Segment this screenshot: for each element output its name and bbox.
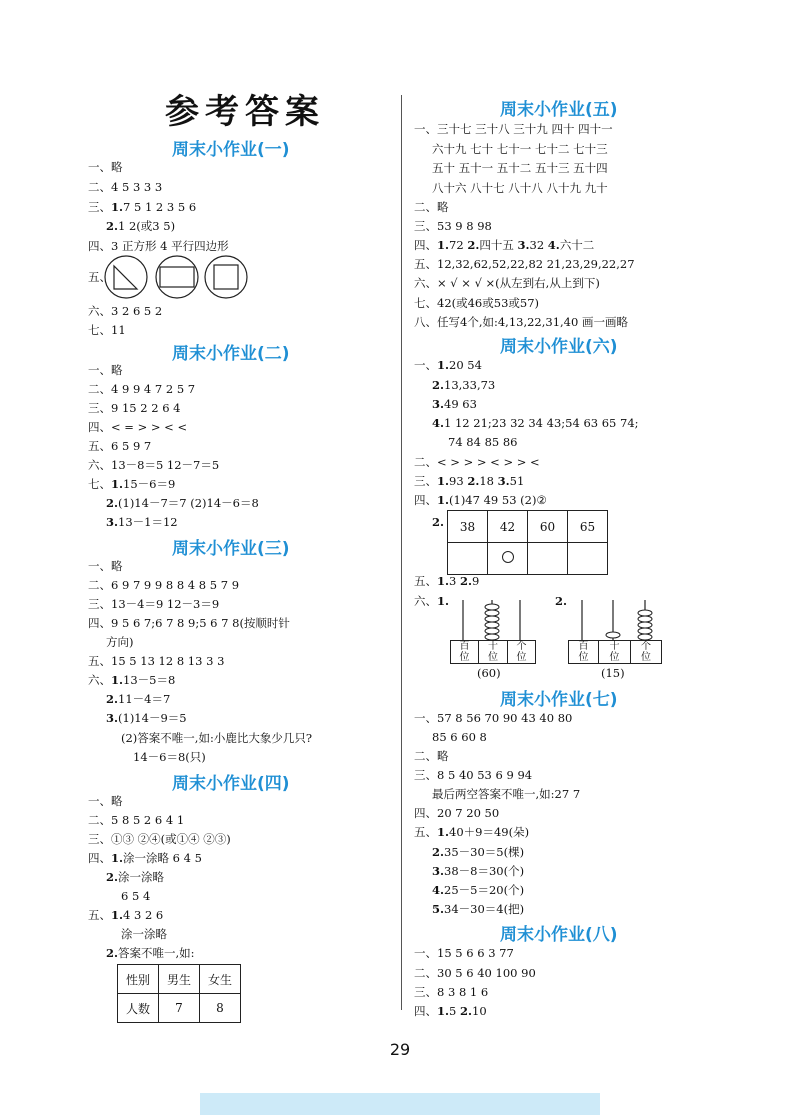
answer-line: (2)答案不唯一,如:小鹿比大象少几只? xyxy=(121,731,312,745)
answer-line: 八十六 八十七 八十八 八十九 九十 xyxy=(432,181,608,195)
answer-line: 涂一涂略 xyxy=(121,927,167,941)
answer-line: 2. xyxy=(555,594,568,608)
answer-line: 五十 五十一 五十二 五十三 五十四 xyxy=(432,161,608,175)
answer-line: 五、 xyxy=(88,270,111,284)
answer-line: 2.1 2(或3 5) xyxy=(106,219,176,233)
section-heading-7: 周末小作业(七) xyxy=(500,690,618,710)
answer-line: 二、< > > > < > > < xyxy=(414,455,540,469)
circle-triangle-icon xyxy=(105,256,147,298)
place-label: 十 位 xyxy=(479,641,508,663)
table-cell: 60 xyxy=(528,511,568,543)
column-divider xyxy=(401,95,402,1010)
number-table xyxy=(447,510,608,575)
answer-line: 四、20 7 20 50 xyxy=(414,806,500,820)
table-cell: 7 xyxy=(159,994,200,1023)
answer-line: 七、42(或46或53或57) xyxy=(414,296,540,310)
answer-line: 二、30 5 6 40 100 90 xyxy=(414,966,536,980)
table-cell: 男生 xyxy=(159,965,200,994)
page-number: 29 xyxy=(389,1040,411,1059)
page-title: 参考答案 xyxy=(165,92,325,132)
answer-line: 三、8 3 8 1 6 xyxy=(414,985,489,999)
table-row xyxy=(448,511,608,543)
abacus-answer: (60) xyxy=(477,666,501,680)
answer-line: 二、略 xyxy=(414,200,449,214)
answer-line: 三、9 15 2 2 6 4 xyxy=(88,401,181,415)
abacus-1-labels xyxy=(450,640,536,664)
answer-line: 一、略 xyxy=(88,559,123,573)
section-heading-8: 周末小作业(八) xyxy=(500,925,618,945)
table-cell: 性别 xyxy=(118,965,159,994)
answer-line: 三、53 9 8 98 xyxy=(414,219,492,233)
abacus-2 xyxy=(568,600,663,680)
answer-line: 一、15 5 6 6 3 77 xyxy=(414,946,514,960)
table-cell xyxy=(488,543,528,575)
answer-line: 三、8 5 40 53 6 9 94 xyxy=(414,768,533,782)
shapes-figure xyxy=(104,254,249,300)
answer-line: 四、1.5 2.10 xyxy=(414,1004,487,1018)
answer-line: 四、3 正方形 4 平行四边形 xyxy=(88,239,229,253)
answer-line: 五、12,32,62,52,22,82 21,23,29,22,27 xyxy=(414,257,635,271)
answer-line: 三、1.93 2.18 3.51 xyxy=(414,474,525,488)
section-heading-3: 周末小作业(三) xyxy=(172,539,290,559)
answer-line: 二、略 xyxy=(414,749,449,763)
answer-line: 5.34－30＝4(把) xyxy=(432,902,525,916)
answer-line: 四、1.涂一涂略 6 4 5 xyxy=(88,851,202,865)
answer-line: 一、略 xyxy=(88,794,123,808)
table-cell: 65 xyxy=(568,511,608,543)
answer-line: 二、4 9 9 4 7 2 5 7 xyxy=(88,382,196,396)
table-cell: 8 xyxy=(200,994,241,1023)
answer-line: 七、11 xyxy=(88,323,126,337)
table-cell xyxy=(568,543,608,575)
table-row xyxy=(118,994,241,1023)
answer-line: 4.1 12 21;23 32 34 43;54 63 65 74; xyxy=(432,416,639,430)
answer-line: 三、1.7 5 1 2 3 5 6 xyxy=(88,200,197,214)
circle-square-icon xyxy=(205,256,247,298)
answer-line: 一、1.20 54 xyxy=(414,358,482,372)
answer-line: 一、三十七 三十八 三十九 四十 四十一 xyxy=(414,122,613,136)
abacus-answer: (15) xyxy=(601,666,625,680)
answer-line: 2.涂一涂略 xyxy=(106,870,165,884)
section-heading-5: 周末小作业(五) xyxy=(500,100,618,120)
answer-line: 方向) xyxy=(106,635,134,649)
answer-line: 2.35－30＝5(棵) xyxy=(432,845,525,859)
answer-line: 2.(1)14－7＝7 (2)14－6＝8 xyxy=(106,496,259,510)
circle-rectangle-icon xyxy=(156,256,198,298)
answer-line: 五、1.3 2.9 xyxy=(414,574,480,588)
answer-line: 五、6 5 9 7 xyxy=(88,439,152,453)
table-cell: 女生 xyxy=(200,965,241,994)
table-cell: 人数 xyxy=(118,994,159,1023)
answer-line: 一、57 8 56 70 90 43 40 80 xyxy=(414,711,573,725)
answer-line: 六、× √ × √ ×(从左到右,从上到下) xyxy=(414,276,600,290)
answer-line: 二、6 9 7 9 9 8 8 4 8 5 7 9 xyxy=(88,578,240,592)
answer-line: 4.25－5＝20(个) xyxy=(432,883,525,897)
section-heading-1: 周末小作业(一) xyxy=(172,140,290,160)
answer-line: 14－6＝8(只) xyxy=(133,750,206,764)
answer-line: 2.13,33,73 xyxy=(432,378,496,392)
answer-line: 五、15 5 13 12 8 13 3 3 xyxy=(88,654,225,668)
answer-line: 74 84 85 86 xyxy=(448,435,518,449)
answer-line: 六、3 2 6 5 2 xyxy=(88,304,163,318)
answer-line: 2.答案不唯一,如: xyxy=(106,946,195,960)
abacus-1 xyxy=(450,600,535,680)
answer-line: 八、任写4个,如:4,13,22,31,40 画一画略 xyxy=(414,315,628,329)
answer-line: 二、5 8 5 2 6 4 1 xyxy=(88,813,185,827)
answer-line: 七、1.15－6＝9 xyxy=(88,477,176,491)
answer-line: 3.49 63 xyxy=(432,397,477,411)
table-cell xyxy=(528,543,568,575)
section-heading-2: 周末小作业(二) xyxy=(172,344,290,364)
answer-line: 2. xyxy=(432,515,445,529)
answer-line: 3.(1)14－9＝5 xyxy=(106,711,187,725)
answer-line: 最后两空答案不唯一,如:27 7 xyxy=(432,787,581,801)
place-label: 个 位 xyxy=(641,641,651,663)
table-cell: 38 xyxy=(448,511,488,543)
table-cell: 42 xyxy=(488,511,528,543)
answer-line: 一、略 xyxy=(88,160,123,174)
section-heading-6: 周末小作业(六) xyxy=(500,337,618,357)
answer-line: 二、4 5 3 3 3 xyxy=(88,180,163,194)
answer-line: 3.38－8＝30(个) xyxy=(432,864,525,878)
gender-table xyxy=(117,964,241,1023)
place-label: 个 位 xyxy=(516,641,527,663)
answer-line: 四、1.(1)47 49 53 (2)② xyxy=(414,493,547,507)
place-label: 十 位 xyxy=(599,641,631,663)
answer-line: 三、①③ ②④(或①④ ②③) xyxy=(88,832,231,846)
answer-line: 3.13－1＝12 xyxy=(106,515,178,529)
answer-line: 四、< = > > < < xyxy=(88,420,188,434)
abacus-2-labels xyxy=(568,640,662,664)
place-label: 百 位 xyxy=(569,641,599,663)
table-cell xyxy=(448,543,488,575)
answer-line: 一、略 xyxy=(88,363,123,377)
answer-line: 六、1. xyxy=(414,594,450,608)
answer-line: 五、1.4 3 2 6 xyxy=(88,908,164,922)
abacus-1-beads xyxy=(485,604,499,640)
answer-line: 六十九 七十 七十一 七十二 七十三 xyxy=(432,142,608,156)
answer-line: 六、1.13－5＝8 xyxy=(88,673,176,687)
answer-line: 五、1.40＋9＝49(朵) xyxy=(414,825,530,839)
answer-line: 四、9 5 6 7;6 7 8 9;5 6 7 8(按顺时针 xyxy=(88,616,290,630)
table-row xyxy=(448,543,608,575)
circle-mark-icon xyxy=(502,551,514,563)
answer-line: 2.11－4＝7 xyxy=(106,692,171,706)
footer-bar xyxy=(200,1093,600,1115)
section-heading-4: 周末小作业(四) xyxy=(172,774,290,794)
answer-line: 四、1.72 2.四十五 3.32 4.六十二 xyxy=(414,238,595,252)
answer-line: 六、13－8＝5 12－7＝5 xyxy=(88,458,220,472)
table-row xyxy=(118,965,241,994)
answer-line: 6 5 4 xyxy=(121,889,151,903)
place-label: 百 位 xyxy=(451,641,479,663)
answer-line: 85 6 60 8 xyxy=(432,730,487,744)
answer-line: 三、13－4＝9 12－3＝9 xyxy=(88,597,220,611)
